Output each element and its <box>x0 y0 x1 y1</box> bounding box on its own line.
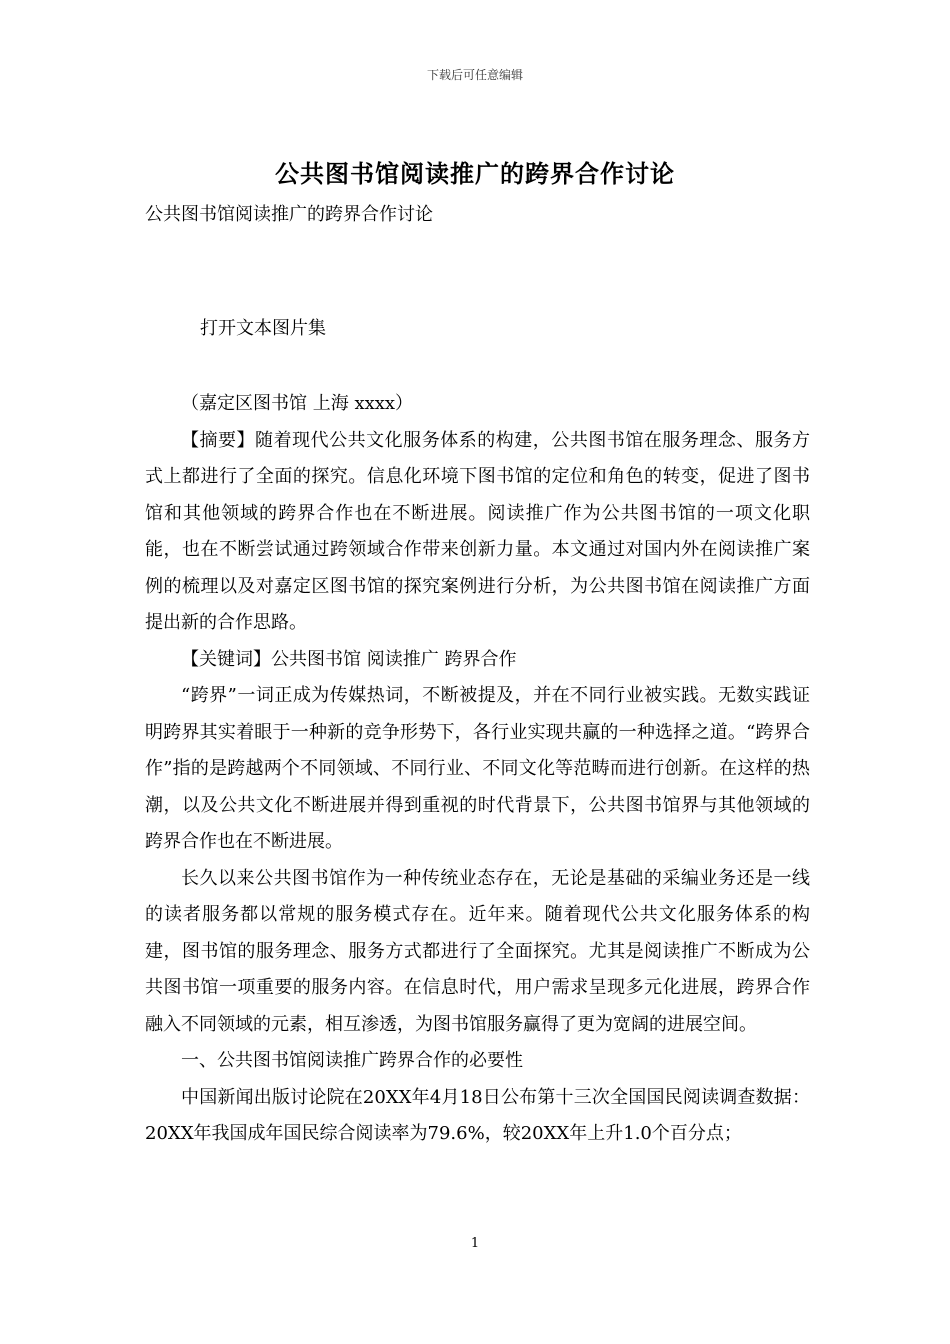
page-number: 1 <box>470 1236 480 1251</box>
body-paragraph: 中国新闻出版讨论院在20XX年4月18日公布第十三次全国国民阅读调查数据：20XX年我国成年国民综合阅读率为79.6%，较20XX年上升1.0个百分点； <box>145 1086 810 1144</box>
body-paragraph: “跨界”一词正成为传媒热词，不断被提及，并在不同行业被实践。无数实践证明跨界其实着眼于一种新的竞争形势下，各行业实现共赢的一种选择之道。“跨界合作”指的是跨越两个不同领域、不同行业、不同文化等范畴而进行创新。在这样的热潮，以及公共文化不断进展并得到重视的时代背景下，公共图书馆界与其他领域的跨界合作也在不断进展。 <box>145 685 810 852</box>
document-title: 公共图书馆阅读推广的跨界合作讨论 <box>275 159 675 188</box>
document-body <box>145 386 810 1153</box>
page-header-note: 下载后可任意编辑 <box>426 68 523 82</box>
abstract-paragraph: 【摘要】随着现代公共文化服务体系的构建，公共图书馆在服务理念、服务方式上都进行了全面的探究。信息化环境下图书馆的定位和角色的转变，促进了图书馆和其他领域的跨界合作也在不断进展。阅读推广作为公共图书馆的一项文化职能，也在不断尝试通过跨领域合作带来创新力量。本文通过对国内外在阅读推广案例的梳理以及对嘉定区图书馆的探究案例进行分析，为公共图书馆在阅读推广方面提出新的合作思路。 <box>145 429 810 633</box>
author-affiliation: （嘉定区图书馆 上海 xxxx） <box>181 393 414 414</box>
open-image-gallery-text: 打开文本图片集 <box>200 318 326 339</box>
keywords-paragraph: 【关键词】公共图书馆 阅读推广 跨界合作 <box>181 648 517 670</box>
body-paragraph: 长久以来公共图书馆作为一种传统业态存在，无论是基础的采编业务还是一线的读者服务都以常规的服务模式存在。近年来。随着现代公共文化服务体系的构建，图书馆的服务理念、服务方式都进行了全面探究。尤其是阅读推广不断成为公共图书馆一项重要的服务内容。在信息时代，用户需求呈现多元化进展，跨界合作融入不同领域的元素，相互渗透，为图书馆服务赢得了更为宽阔的进展空间。 <box>145 867 810 1035</box>
section-heading: 一、公共图书馆阅读推广跨界合作的必要性 <box>181 1050 523 1071</box>
document-subtitle: 公共图书馆阅读推广的跨界合作讨论 <box>145 204 433 225</box>
